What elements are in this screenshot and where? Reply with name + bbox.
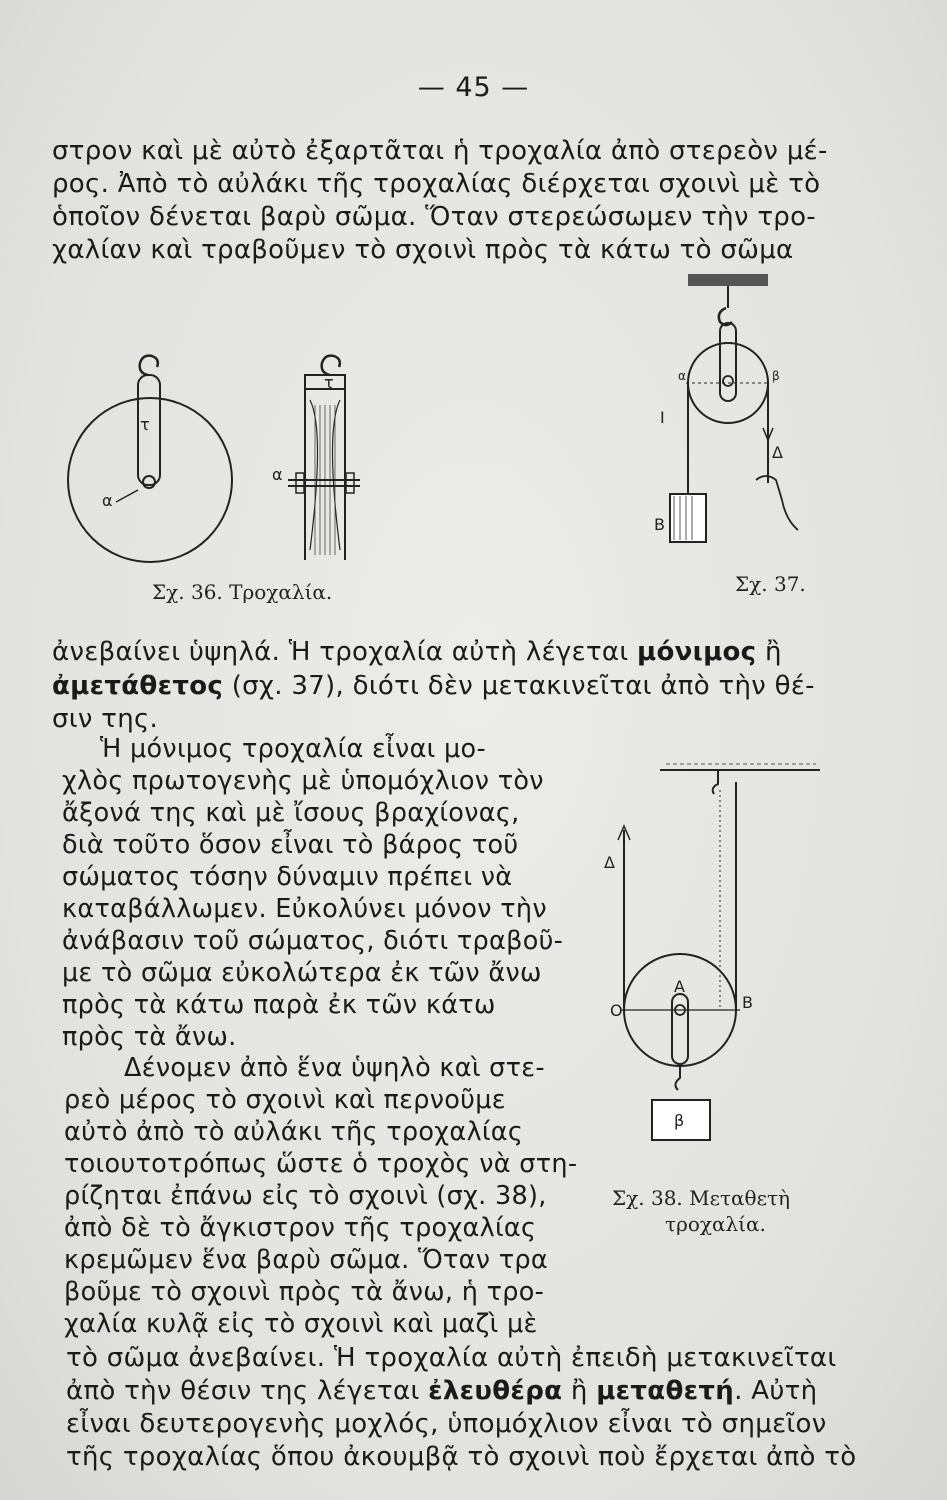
text-line <box>66 1375 817 1407</box>
text-line: χαλίαν καὶ τραβοῦμεν τὸ σχοινὶ πρὸς τὰ κάτω τὸ σῶμα <box>52 235 794 265</box>
text-line: ἀπὸ δὲ τὸ ἄγκιστρον τῆς τροχαλίας <box>64 1213 537 1243</box>
text-line: στρον καὶ μὲ αὐτὸ ἐξαρτᾶται ἡ τροχαλία ἀπὸ στερεὸν μέ- <box>52 136 828 166</box>
term-eleuthera: ἐλευθέρα <box>428 1376 563 1406</box>
text-line: Δένομεν ἀπὸ ἕνα ὑψηλὸ καὶ στε- <box>124 1053 545 1083</box>
label-left-point: α <box>678 369 686 383</box>
text-line: καταβάλλωμεν. Εὐκολύνει μόνον τὴν <box>62 894 547 924</box>
figure-38-drawing <box>600 760 830 1155</box>
text-line: τοιουτοτρόπως ὥστε ὁ τροχὸς νὰ στη- <box>64 1149 578 1179</box>
label-force: Δ <box>772 443 783 462</box>
label-B: B <box>742 993 753 1012</box>
text-run: ἢ <box>756 637 782 667</box>
text-run: (σχ. 37), διότι δὲν μετακινεῖται ἀπὸ τὴν θέ- <box>223 671 815 701</box>
text-line: σιν της. <box>52 704 159 734</box>
figure-36-pulley <box>60 330 390 570</box>
figure-36-caption: Σχ. 36. Τροχαλία. <box>152 580 333 604</box>
label-right-point: β <box>772 369 780 383</box>
label-A: A <box>674 977 685 996</box>
label-axle-front: α <box>272 465 283 484</box>
term-ametathetos: ἀμετάθετος <box>52 671 224 701</box>
label-axle: α <box>102 491 113 510</box>
text-line <box>52 636 782 668</box>
label-force: Δ <box>604 853 615 872</box>
text-line: ρος. Ἀπὸ τὸ αὐλάκι τῆς τροχαλίας διέρχεται σχοινὶ μὲ τὸ <box>52 169 821 199</box>
figure-37-fixed-pulley <box>630 268 800 568</box>
text-line: χλὸς πρωτογενὴς μὲ ὑπομόχλιον τὸν <box>62 766 544 796</box>
text-line: ἄξονά της καὶ μὲ ἴσους βραχίονας, <box>62 798 520 828</box>
figure-38-caption-line1: Σχ. 38. Μεταθετὴ <box>612 1186 790 1210</box>
figure-36-drawing <box>60 330 390 570</box>
figure-37-caption: Σχ. 37. <box>735 572 806 596</box>
text-line <box>52 670 815 702</box>
text-line: διὰ τοῦτο ὅσον εἶναι τὸ βάρος τοῦ <box>62 830 519 860</box>
text-run: ἀπὸ τὴν θέσιν της λέγεται <box>66 1376 429 1406</box>
term-metatheti: μεταθετή <box>596 1376 735 1406</box>
text-line: πρὸς τὰ κάτω παρὰ ἐκ τῶν κάτω <box>62 990 496 1020</box>
label-weight: β <box>674 1111 685 1130</box>
text-line: με τὸ σῶμα εὐκολώτερα ἐκ τῶν ἄνω <box>62 958 542 988</box>
text-line: εἶναι δευτερογενὴς μοχλός, ὑπομόχλιον εἶναι τὸ σημεῖον <box>66 1409 827 1439</box>
text-run: . Αὐτὴ <box>734 1376 818 1406</box>
text-line: χαλία κυλᾷ εἰς τὸ σχοινὶ καὶ μαζὶ μὲ <box>64 1309 538 1339</box>
label-weight: B <box>654 515 665 534</box>
text-line: ὁποῖον δένεται βαρὺ σῶμα. Ὅταν στερεώσωμεν τὴν τρο- <box>52 202 816 232</box>
text-line: αὐτὸ ἀπὸ τὸ αὐλάκι τῆς τροχαλίας <box>64 1117 524 1147</box>
text-run: ἀνεβαίνει ὑψηλά. Ἡ τροχαλία αὐτὴ λέγεται <box>52 637 638 667</box>
text-line: κρεμῶμεν ἕνα βαρὺ σῶμα. Ὅταν τρα <box>64 1245 548 1275</box>
text-run: ἢ <box>562 1376 597 1406</box>
term-monimos: μόνιμος <box>637 637 757 667</box>
page-number: — 45 — <box>417 72 530 103</box>
label-one: I <box>660 408 665 427</box>
label-frame-front: τ <box>324 373 334 392</box>
figure-38-caption-line2: τροχαλία. <box>665 1212 766 1236</box>
figure-37-drawing <box>630 268 800 568</box>
text-line: ρεὸ μέρος τὸ σχοινὶ καὶ περνοῦμε <box>64 1085 506 1115</box>
text-line: σώματος τόσην δύναμιν πρέπει νὰ <box>62 862 513 892</box>
text-line: τῆς τροχαλίας ὅπου ἀκουμβᾷ τὸ σχοινὶ ποὺ ἔρχεται ἀπὸ τὸ <box>66 1442 857 1472</box>
text-line: ρίζηται ἐπάνω εἰς τὸ σχοινὶ (σχ. 38), <box>64 1181 547 1211</box>
label-O: O <box>610 1001 623 1020</box>
label-frame: τ <box>140 415 150 434</box>
text-line: βοῦμε τὸ σχοινὶ πρὸς τὰ ἄνω, ἡ τρο- <box>64 1277 545 1307</box>
text-line: Ἡ μόνιμος τροχαλία εἶναι μο- <box>100 734 486 764</box>
text-line: τὸ σῶμα ἀνεβαίνει. Ἡ τροχαλία αὐτὴ ἐπειδὴ μετακινεῖται <box>66 1343 837 1373</box>
text-line: πρὸς τὰ ἄνω. <box>62 1022 237 1052</box>
figure-38-movable-pulley <box>600 760 830 1155</box>
text-line: ἀνάβασιν τοῦ σώματος, διότι τραβοῦ- <box>62 926 564 956</box>
